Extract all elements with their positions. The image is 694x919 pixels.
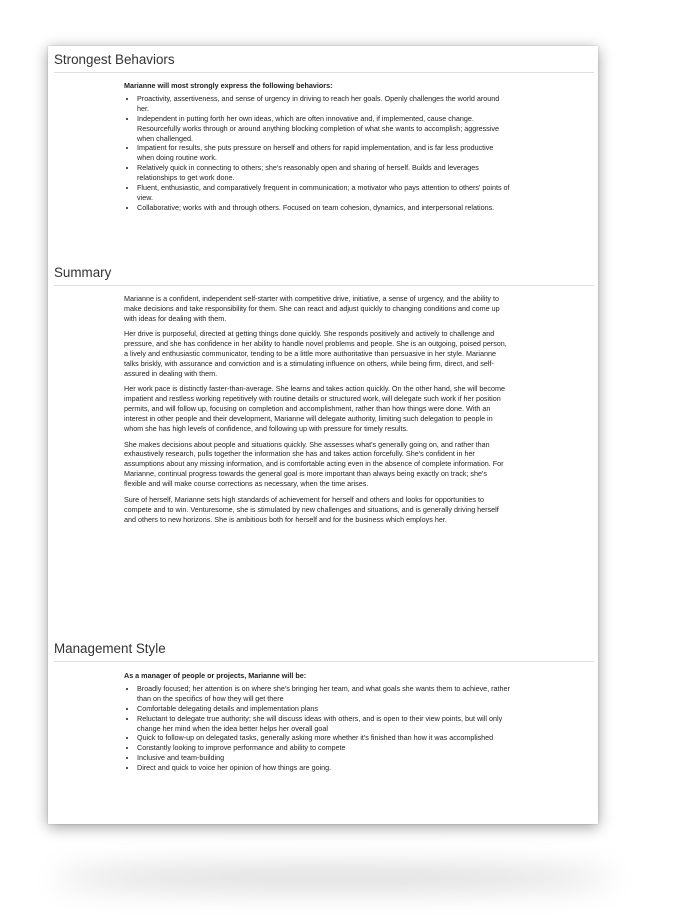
summary-paragraph: Sure of herself, Marianne sets high standards of achievement for herself and others and looks for opportunities to compete and to win. Venturesome, she is stimulated by new challenges and situations, and is generally driving herself and others to new horizons. She is ambitious both for herself and for the business which employs her.	[124, 494, 499, 524]
management-style-section	[124, 671, 510, 773]
list-item: • Proactivity, assertiveness, and sense of urgency in driving to reach her goals. Openly challenges the world around her.	[137, 94, 510, 114]
summary-paragraph: Her drive is purposeful, directed at getting things done quickly. She responds positively and actively to challenge and pressure, and she has confidence in her ability to handle novel problems and people. She is an outgoing, poised person, a lively and enthusiastic communicator, tending to be a little more authoritative than persuasive in her style. Marianne talks briskly, with assurance and conviction and is a stimulating influence on others, while being firm, direct, and self-assured in dealing with them.	[124, 329, 507, 378]
list-item: • Impatient for results, she puts pressure on herself and others for rapid implementation, and is far less productive when doing routine work.	[137, 143, 510, 163]
strongest-behaviors-section	[124, 81, 510, 213]
management-style-list	[124, 684, 510, 773]
list-item: • Constantly looking to improve performance and ability to compete	[137, 743, 510, 753]
list-item: • Broadly focused; her attention is on where she's bringing her team, and what goals she wants them to achieve, rather than on the specifics of how they will get there	[137, 684, 510, 704]
list-item: • Reluctant to delegate true authority; she will discuss ideas with others, and is open to their view points, but will only change her mind when the idea better helps her overall goal	[137, 714, 510, 734]
heading-summary: Summary	[54, 265, 594, 286]
summary-paragraph: She makes decisions about people and situations quickly. She assesses what's generally going on, and rather than exhaustively research, pulls together the information she has and takes action forcefully. She's confident in her assumptions about any missing information, and is comfortable acting even in the absence of complete information. For Marianne, continual progress towards the general goal is more important than always being exactly on track; she's flexible and will make course corrections as necessary, when the time arises.	[124, 439, 504, 489]
report-page	[48, 46, 598, 824]
summary-paragraph: Her work pace is distinctly faster-than-average. She learns and takes action quickly. On the other hand, she will become impatient and restless working repetitively with routine details or structured work, will delegate such work if her position permits, and will follow up, focusing on completion and accomplishment, rather than how things were done. With an interest in other people and their development, Marianne will delegate authority, limiting such delegation to people in whom she has high levels of confidence, and following up with pressure for timely results.	[124, 384, 505, 434]
list-item: • Comfortable delegating details and implementation plans	[137, 704, 510, 714]
list-item: • Collaborative; works with and through others. Focused on team cohesion, dynamics, and interpersonal relations.	[137, 203, 510, 213]
strongest-behaviors-list	[124, 94, 510, 213]
list-item: • Inclusive and team-building	[137, 753, 510, 763]
summary-paragraph: Marianne is a confident, independent self-starter with competitive drive, initiative, a sense of urgency, and the ability to make decisions and take responsibility for them. She can react and adjust quickly to changing conditions and come up with ideas for dealing with them.	[124, 294, 500, 323]
list-item: • Direct and quick to voice her opinion of how things are going.	[137, 763, 510, 773]
list-item: • Relatively quick in connecting to others; she's reasonably open and sharing of herself. Builds and leverages relationships to get work done.	[137, 163, 510, 183]
strongest-behaviors-intro: Marianne will most strongly express the following behaviors:	[124, 81, 333, 90]
list-item: • Independent in putting forth her own ideas, which are often innovative and, if implemented, cause change. Resourcefully works through or around anything blocking completion of what she wants to accomplish; aggressive when challenged.	[137, 114, 510, 144]
management-style-intro: As a manager of people or projects, Marianne will be:	[124, 671, 307, 680]
heading-strongest-behaviors: Strongest Behaviors	[54, 52, 594, 73]
list-item: • Fluent, enthusiastic, and comparatively frequent in communication; a motivator who pays attention to others' points of view.	[137, 183, 510, 203]
list-item: • Quick to follow-up on delegated tasks, generally asking more whether it's finished than how it was accomplished	[137, 733, 510, 743]
heading-management-style: Management Style	[54, 641, 594, 662]
summary-section	[124, 294, 510, 530]
page-drop-shadow	[54, 868, 614, 888]
